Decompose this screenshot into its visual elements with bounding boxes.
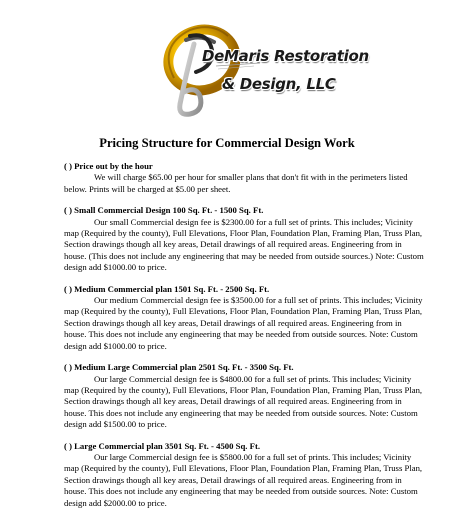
section-body: Our large Commercial design fee is $5800.00 for a full set of prints. This includes; Vicinity map (Required by the county), Full Elevations, Floor Plan, Foundation Plan, Framing Plan, Truss Plan, Section drawings though all key areas, Detail drawings of all required areas. Engineering from in house. This does not include any engineering that may be needed from outside sources. Note: Custom design add $2000.00 to price. [64, 451, 423, 508]
pricing-section-medium-large [64, 362, 426, 430]
section-body: Our small Commercial design fee is $2300.00 for a full set of prints. This includes; Vicinity map (Required by the county), Full Elevations, Floor Plan, Foundation Plan, Framing Plan, Truss Plan, Section drawings though all key areas, Detail drawings of all required areas. Engineering from in house. (This does not include any engineering that may be needed from outside sources.) Note: Custom design add $1000.00 to price. [64, 216, 424, 273]
section-body: Our large Commercial design fee is $4800.00 for a full set of prints. This includes; Vicinity map (Required by the county), Full Elevations, Floor Plan, Foundation Plan, Framing Plan, Truss Plan, Section drawings though all key areas, Detail drawings of all required areas. Engineering from in house. This does not include any engineering that may be needed from outside sources. Note: Custom design add $1500.00 to price. [64, 373, 423, 430]
page-title: Pricing Structure for Commercial Design Work [99, 136, 355, 150]
section-heading: ( ) Large Commercial plan 3501 Sq. Ft. - 4500 Sq. Ft. [64, 440, 261, 451]
logo-text-company-name: DeMaris Restoration [202, 47, 369, 65]
company-logo [150, 16, 369, 122]
section-heading: ( ) Price out by the hour [64, 161, 153, 171]
logo-text-company-suffix: & Design, LLC [222, 75, 336, 93]
pricing-section-hourly [64, 161, 426, 195]
pricing-section-small [64, 205, 426, 273]
pricing-section-medium [64, 284, 426, 352]
section-body: We will charge $65.00 per hour for smaller plans that don't fit with in the perimeters listed below. Prints will be charged at $5.00 per sheet. [64, 172, 408, 194]
pricing-section-large [64, 441, 426, 509]
logo-emblem-graphic [150, 16, 336, 122]
section-heading: ( ) Medium Large Commercial plan 2501 Sq. Ft. - 3500 Sq. Ft. [64, 362, 294, 373]
pricing-list [64, 161, 426, 509]
section-heading: ( ) Small Commercial Design 100 Sq. Ft. - 1500 Sq. Ft. [64, 205, 264, 216]
section-heading: ( ) Medium Commercial plan 1501 Sq. Ft. - 2500 Sq. Ft. [64, 283, 270, 294]
section-body: Our medium Commercial design fee is $3500.00 for a full set of prints. This includes; Vicinity map (Required by the county), Full Elevations, Floor Plan, Foundation Plan, Framing Plan, Truss Plan, Section drawings though all key areas, Detail drawings of all required areas. Engineering from in house. This does not include any engineering that may be needed from outside sources. Note: Custom design add $1000.00 to price. [64, 295, 423, 351]
